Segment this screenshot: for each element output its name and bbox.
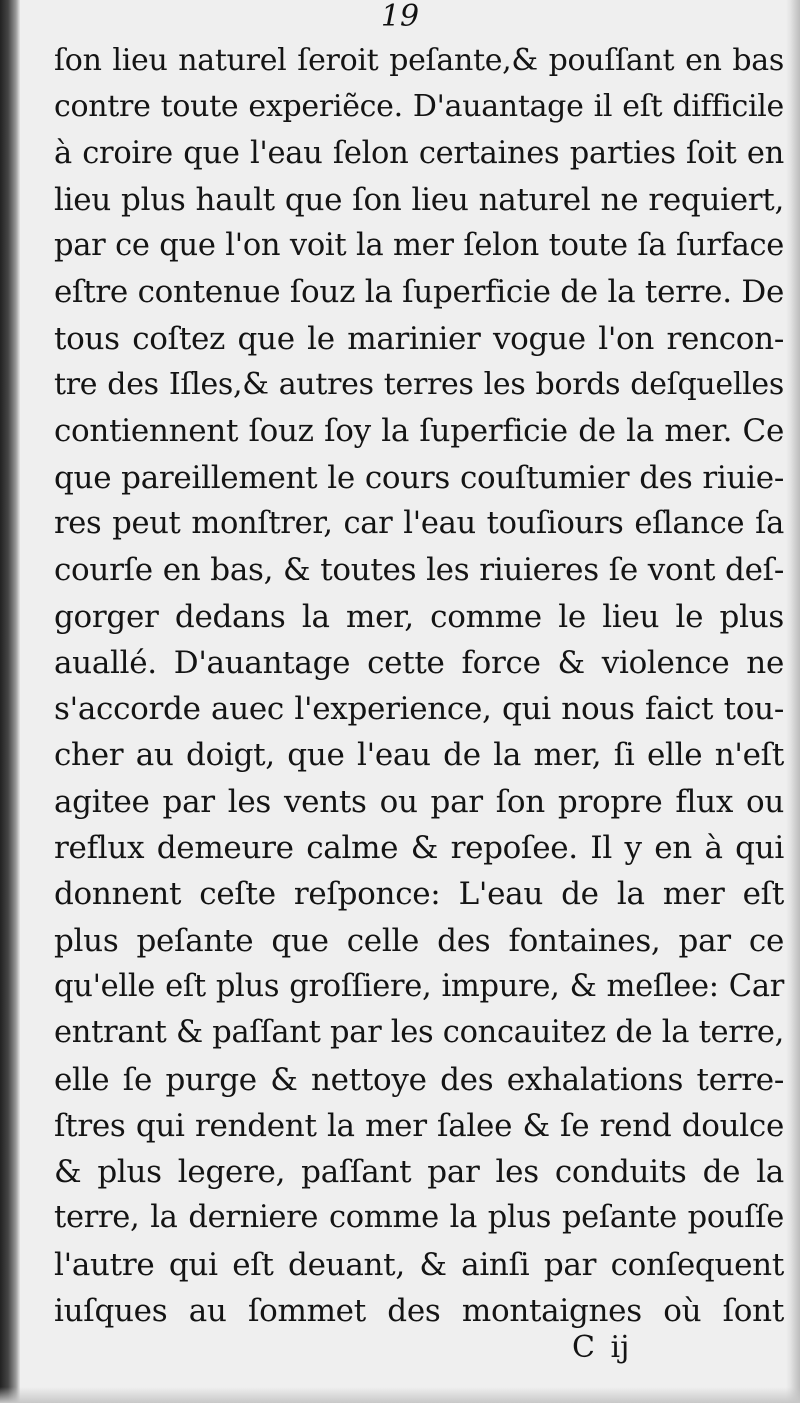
text-line: & plus legere, paſſant par les conduits de la (54, 1154, 784, 1191)
page-number: 19 (380, 0, 420, 34)
text-line: ſtres qui rendent la mer ſalee & ſe rend doulce (54, 1107, 784, 1144)
text-line: donnent ceſte reſponce: L'eau de la mer eſt (54, 876, 784, 913)
binding-shadow (0, 0, 20, 1403)
text-line: terre, la derniere comme la plus peſante pouſſe (54, 1200, 784, 1236)
text-line: par ce que l'on voit la mer ſelon toute ſa ſurface (54, 228, 784, 264)
text-line: gorger dedans la mer, comme le lieu le plus (54, 598, 784, 635)
text-line: l'autre qui eſt deuant, & ainſi par conſequent (54, 1246, 784, 1283)
text-line: contre toute experiẽce. D'auantage il eſt difficile (54, 89, 784, 125)
page-bottom-shadow (0, 1387, 800, 1403)
text-line: elle ſe purge & nettoye des exhalations terre- (54, 1061, 784, 1098)
text-line: ſon lieu naturel ſeroit peſante,& pouſſant en bas (54, 43, 784, 78)
text-line: agitee par les vents ou par ſon propre flux ou (54, 783, 784, 820)
text-line: à croire que l'eau ſelon certaines parties ſoit en (54, 135, 784, 171)
text-line: entrant & paſſant par les concauitez de la terre, (54, 1015, 784, 1051)
signature-mark: C ij (572, 1330, 630, 1365)
text-line: contiennent ſouz ſoy la ſuperficie de la mer. Ce (54, 413, 784, 450)
text-line: lieu plus hault que ſon lieu naturel ne requiert, (54, 181, 784, 218)
text-line: s'accorde auec l'experience, qui nous faict tou- (54, 691, 784, 728)
page-edge-shadow (786, 0, 800, 1403)
text-line: eſtre contenue ſouz la ſuperficie de la terre. De (54, 274, 784, 311)
text-line: tre des Iſles,& autres terres les bords deſquelles (54, 367, 784, 403)
text-line: que pareillement le cours couſtumier des riuie- (54, 459, 784, 496)
text-line: auallé. D'auantage cette force & violence ne (54, 644, 784, 681)
text-line: reflux demeure calme & repoſee. Il y en à qui (54, 830, 784, 867)
text-line: iuſques au ſommet des montaignes où ſont (54, 1293, 784, 1330)
body-text (54, 38, 784, 1334)
text-line: cher au doigt, que l'eau de la mer, ſi elle n'eſt (54, 737, 784, 774)
text-line: plus peſante que celle des fontaines, par ce (54, 922, 784, 959)
text-line: courſe en bas, & toutes les riuieres ſe vont deſ- (54, 552, 784, 589)
text-line: tous coſtez que le marinier vogue l'on rencon- (54, 320, 784, 357)
text-line: qu'elle eſt plus groſſiere, impure, & meſlee: Car (54, 968, 784, 1004)
text-line: res peut monſtrer, car l'eau touſiours eſlance ſa (54, 505, 784, 541)
